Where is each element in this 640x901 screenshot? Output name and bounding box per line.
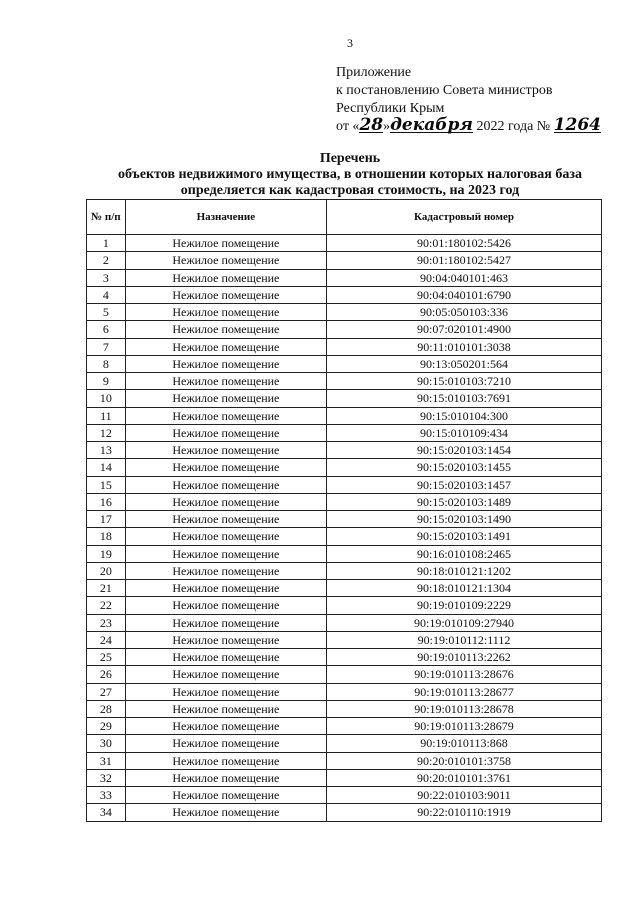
table-row xyxy=(87,528,602,545)
row-cadastral-number: 90:05:050103:336 xyxy=(327,304,602,321)
table-row xyxy=(87,804,602,821)
row-cadastral-number: 90:20:010101:3761 xyxy=(327,769,602,786)
table-row xyxy=(87,787,602,804)
row-number: 8 xyxy=(87,355,126,372)
row-number: 9 xyxy=(87,373,126,390)
page-number: 3 xyxy=(347,36,353,50)
table-row xyxy=(87,511,602,528)
row-purpose: Нежилое помещение xyxy=(125,700,326,717)
row-purpose: Нежилое помещение xyxy=(125,493,326,510)
row-cadastral-number: 90:15:010104:300 xyxy=(327,407,602,424)
row-purpose: Нежилое помещение xyxy=(125,804,326,821)
table-row xyxy=(87,493,602,510)
row-number: 10 xyxy=(87,390,126,407)
row-purpose: Нежилое помещение xyxy=(125,580,326,597)
row-cadastral-number: 90:19:010113:28677 xyxy=(327,683,602,700)
table-row xyxy=(87,752,602,769)
row-cadastral-number: 90:19:010109:2229 xyxy=(327,597,602,614)
table-row xyxy=(87,614,602,631)
row-purpose: Нежилое помещение xyxy=(125,528,326,545)
row-number: 26 xyxy=(87,666,126,683)
table-row xyxy=(87,390,602,407)
row-cadastral-number: 90:04:040101:6790 xyxy=(327,286,602,303)
row-number: 14 xyxy=(87,459,126,476)
row-purpose: Нежилое помещение xyxy=(125,407,326,424)
row-number: 31 xyxy=(87,752,126,769)
row-purpose: Нежилое помещение xyxy=(125,390,326,407)
table-header-row xyxy=(87,200,602,235)
row-purpose: Нежилое помещение xyxy=(125,304,326,321)
row-purpose: Нежилое помещение xyxy=(125,614,326,631)
property-table xyxy=(86,199,602,822)
row-cadastral-number: 90:22:010103:9011 xyxy=(327,787,602,804)
row-number: 11 xyxy=(87,407,126,424)
row-number: 7 xyxy=(87,338,126,355)
row-number: 18 xyxy=(87,528,126,545)
row-purpose: Нежилое помещение xyxy=(125,373,326,390)
row-purpose: Нежилое помещение xyxy=(125,769,326,786)
row-purpose: Нежилое помещение xyxy=(125,355,326,372)
title-line-2: объектов недвижимого имущества, в отношении которых налоговая база xyxy=(118,167,582,182)
row-cadastral-number: 90:19:010113:28676 xyxy=(327,666,602,683)
row-cadastral-number: 90:18:010121:1304 xyxy=(327,580,602,597)
title-line-1: Перечень xyxy=(319,151,381,166)
row-number: 3 xyxy=(87,269,126,286)
row-purpose: Нежилое помещение xyxy=(125,666,326,683)
header-cadastral-number: Кадастровый номер xyxy=(327,200,602,235)
row-purpose: Нежилое помещение xyxy=(125,321,326,338)
row-number: 21 xyxy=(87,580,126,597)
table-body xyxy=(87,235,602,822)
row-cadastral-number: 90:15:020103:1491 xyxy=(327,528,602,545)
appendix-republic-line: Республики Крым xyxy=(336,101,445,116)
table-row xyxy=(87,459,602,476)
row-purpose: Нежилое помещение xyxy=(125,424,326,441)
row-number: 29 xyxy=(87,718,126,735)
header-purpose: Назначение xyxy=(125,200,326,235)
appendix-date-line xyxy=(336,115,601,136)
row-purpose: Нежилое помещение xyxy=(125,683,326,700)
row-cadastral-number: 90:15:020103:1489 xyxy=(327,493,602,510)
row-purpose: Нежилое помещение xyxy=(125,442,326,459)
appendix-block xyxy=(336,64,601,136)
row-number: 15 xyxy=(87,476,126,493)
appendix-label: Приложение xyxy=(336,65,412,80)
row-cadastral-number: 90:16:010108:2465 xyxy=(327,545,602,562)
row-cadastral-number: 90:15:020103:1490 xyxy=(327,511,602,528)
table-row xyxy=(87,769,602,786)
table-row xyxy=(87,407,602,424)
row-number: 13 xyxy=(87,442,126,459)
row-purpose: Нежилое помещение xyxy=(125,597,326,614)
table-row xyxy=(87,424,602,441)
row-cadastral-number: 90:11:010101:3038 xyxy=(327,338,602,355)
row-purpose: Нежилое помещение xyxy=(125,545,326,562)
handwritten-number: 1264 xyxy=(553,115,601,135)
row-purpose: Нежилое помещение xyxy=(125,562,326,579)
document-title xyxy=(0,151,640,199)
row-cadastral-number: 90:15:020103:1454 xyxy=(327,442,602,459)
table-row xyxy=(87,442,602,459)
row-number: 27 xyxy=(87,683,126,700)
row-number: 30 xyxy=(87,735,126,752)
row-purpose: Нежилое помещение xyxy=(125,718,326,735)
row-number: 22 xyxy=(87,597,126,614)
row-number: 1 xyxy=(87,235,126,252)
table-row xyxy=(87,286,602,303)
row-purpose: Нежилое помещение xyxy=(125,252,326,269)
row-purpose: Нежилое помещение xyxy=(125,235,326,252)
handwritten-day: 28 xyxy=(359,115,384,135)
row-cadastral-number: 90:15:020103:1457 xyxy=(327,476,602,493)
row-number: 33 xyxy=(87,787,126,804)
row-cadastral-number: 90:15:010103:7210 xyxy=(327,373,602,390)
table-row xyxy=(87,545,602,562)
row-cadastral-number: 90:13:050201:564 xyxy=(327,355,602,372)
row-number: 4 xyxy=(87,286,126,303)
table-row xyxy=(87,355,602,372)
row-cadastral-number: 90:01:180102:5426 xyxy=(327,235,602,252)
row-number: 17 xyxy=(87,511,126,528)
date-year-text: 2022 года № xyxy=(476,119,551,134)
table-row xyxy=(87,597,602,614)
table-row xyxy=(87,631,602,648)
row-purpose: Нежилое помещение xyxy=(125,338,326,355)
table-row xyxy=(87,718,602,735)
row-purpose: Нежилое помещение xyxy=(125,631,326,648)
row-number: 2 xyxy=(87,252,126,269)
row-cadastral-number: 90:19:010112:1112 xyxy=(327,631,602,648)
row-cadastral-number: 90:19:010113:28679 xyxy=(327,718,602,735)
table-row xyxy=(87,269,602,286)
table-row xyxy=(87,235,602,252)
table-row xyxy=(87,476,602,493)
row-cadastral-number: 90:15:020103:1455 xyxy=(327,459,602,476)
row-cadastral-number: 90:22:010110:1919 xyxy=(327,804,602,821)
row-purpose: Нежилое помещение xyxy=(125,459,326,476)
table-row xyxy=(87,252,602,269)
row-purpose: Нежилое помещение xyxy=(125,511,326,528)
row-number: 6 xyxy=(87,321,126,338)
table-row xyxy=(87,321,602,338)
row-purpose: Нежилое помещение xyxy=(125,649,326,666)
table-row xyxy=(87,700,602,717)
title-line-3: определяется как кадастровая стоимость, на 2023 год xyxy=(180,183,520,198)
row-number: 20 xyxy=(87,562,126,579)
row-cadastral-number: 90:15:010109:434 xyxy=(327,424,602,441)
table-row xyxy=(87,304,602,321)
date-prefix: от « xyxy=(336,119,360,134)
row-cadastral-number: 90:15:010103:7691 xyxy=(327,390,602,407)
row-purpose: Нежилое помещение xyxy=(125,787,326,804)
row-purpose: Нежилое помещение xyxy=(125,752,326,769)
row-cadastral-number: 90:01:180102:5427 xyxy=(327,252,602,269)
table-row xyxy=(87,649,602,666)
table-row xyxy=(87,666,602,683)
row-number: 28 xyxy=(87,700,126,717)
row-cadastral-number: 90:18:010121:1202 xyxy=(327,562,602,579)
row-cadastral-number: 90:19:010113:2262 xyxy=(327,649,602,666)
row-purpose: Нежилое помещение xyxy=(125,286,326,303)
appendix-resolution-line: к постановлению Совета министров xyxy=(336,83,553,98)
table-row xyxy=(87,562,602,579)
row-cadastral-number: 90:19:010113:868 xyxy=(327,735,602,752)
row-cadastral-number: 90:04:040101:463 xyxy=(327,269,602,286)
row-cadastral-number: 90:20:010101:3758 xyxy=(327,752,602,769)
table-row xyxy=(87,338,602,355)
row-purpose: Нежилое помещение xyxy=(125,476,326,493)
table-row xyxy=(87,735,602,752)
row-cadastral-number: 90:19:010109:27940 xyxy=(327,614,602,631)
row-number: 25 xyxy=(87,649,126,666)
table-row xyxy=(87,373,602,390)
date-mid: » xyxy=(383,119,391,134)
row-number: 19 xyxy=(87,545,126,562)
header-number: № п/п xyxy=(87,200,126,235)
row-number: 24 xyxy=(87,631,126,648)
row-number: 5 xyxy=(87,304,126,321)
row-cadastral-number: 90:19:010113:28678 xyxy=(327,700,602,717)
row-number: 12 xyxy=(87,424,126,441)
row-purpose: Нежилое помещение xyxy=(125,269,326,286)
row-number: 23 xyxy=(87,614,126,631)
table-row xyxy=(87,683,602,700)
table-row xyxy=(87,580,602,597)
row-number: 16 xyxy=(87,493,126,510)
row-cadastral-number: 90:07:020101:4900 xyxy=(327,321,602,338)
row-purpose: Нежилое помещение xyxy=(125,735,326,752)
handwritten-month: декабря xyxy=(390,115,473,135)
row-number: 32 xyxy=(87,769,126,786)
row-number: 34 xyxy=(87,804,126,821)
